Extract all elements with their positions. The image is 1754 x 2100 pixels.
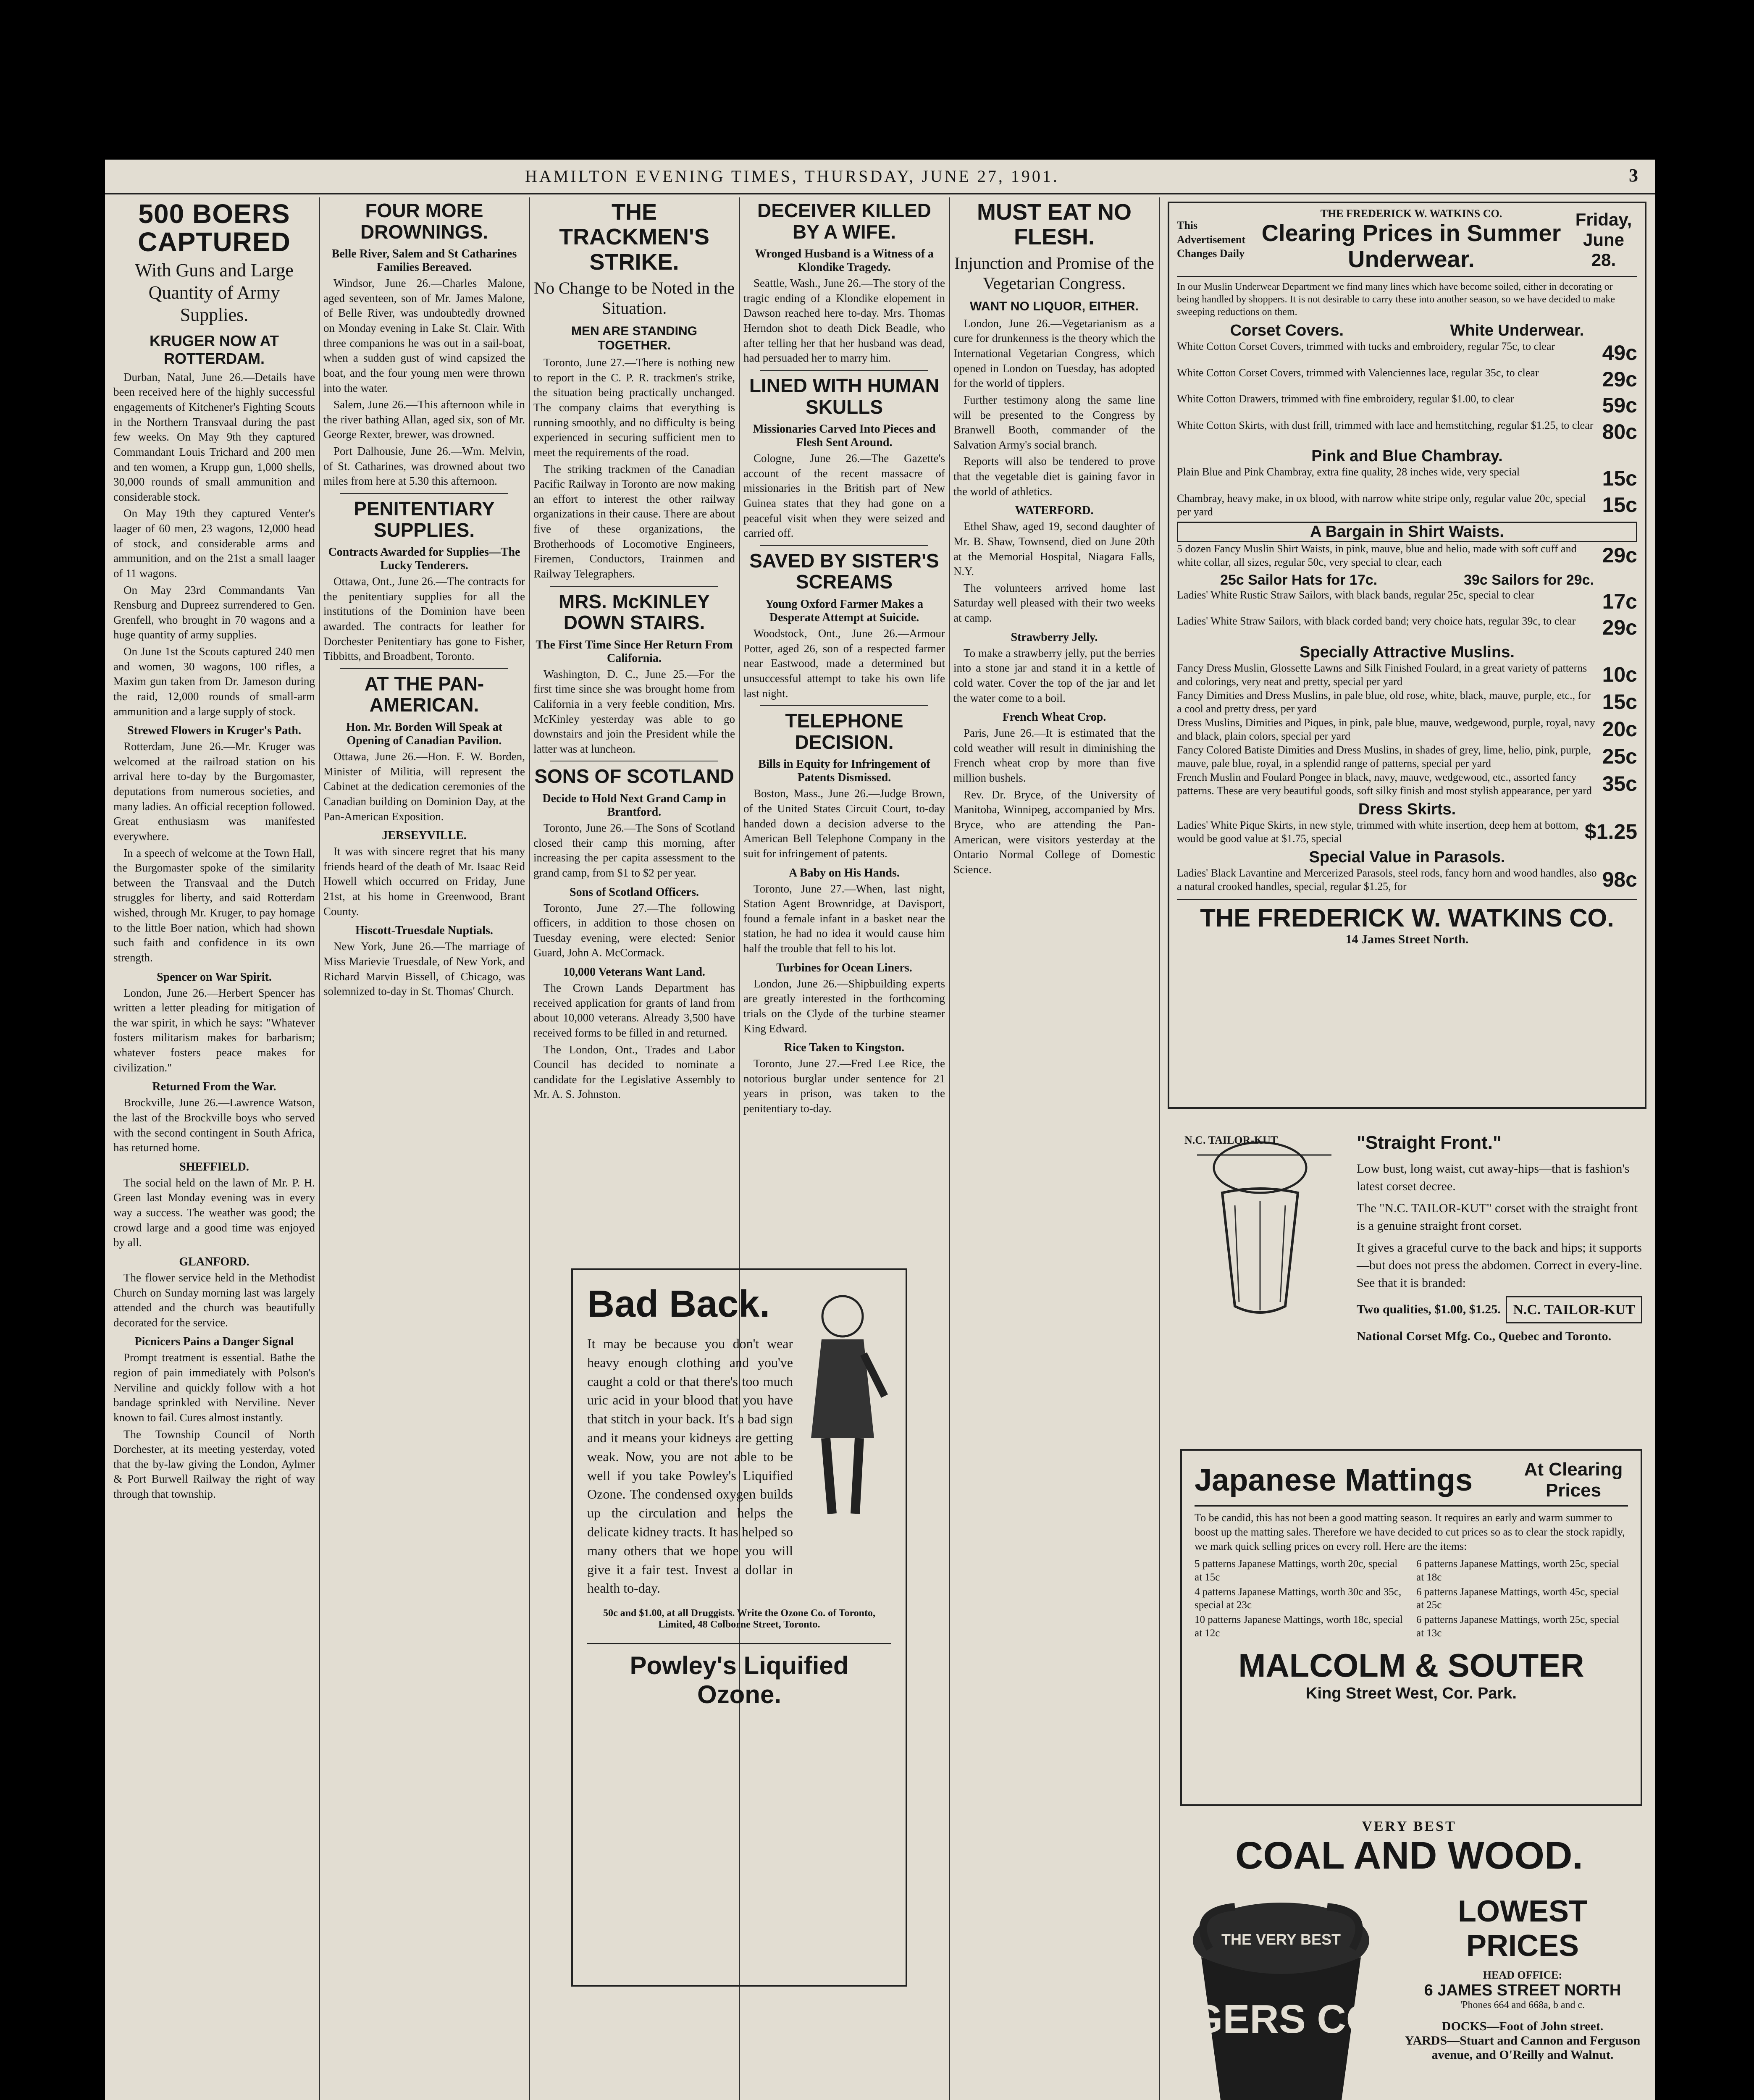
article-paragraph: Ethel Shaw, aged 19, second daughter of Mr. B. Shaw, Townsend, died on June 20th at the Memorial Hospital, Niagara Falls, N.Y. [953, 520, 1155, 578]
item-list [1177, 465, 1637, 519]
section-title: Specially Attractive Muslins. [1300, 643, 1515, 661]
subhead: SHEFFIELD. [179, 1160, 249, 1173]
item-price: $1.25 [1584, 819, 1637, 843]
column-1 [113, 197, 315, 2100]
corset-prices: Two qualities, $1.00, $1.25. [1357, 1302, 1501, 1317]
section-title: Corset Covers. [1230, 322, 1344, 340]
coal-head-office-label: HEAD OFFICE: [1483, 1969, 1562, 1981]
article-paragraph: Toronto, June 27.—There is nothing new to report in the C. P. R. trackmen's strike, the situation being practically unchanged. The company claims that everything is running smoothly, and no difficulty is being experienced in securing sufficient men to meet the requirements of the road. [533, 356, 735, 459]
section-title: Special Value in Parasols. [1309, 848, 1505, 866]
item-description: Ladies' Black Lavantine and Mercerized Parasols, steel rods, fancy horn and wood handles, also a natural crooked handles, special, regular $1.25, for [1177, 866, 1597, 893]
item-description: Chambray, heavy make, in ox blood, with narrow white stripe only, regular value 20c, special per yard [1177, 492, 1586, 518]
item-description: French Muslin and Foulard Pongee in black, navy, mauve, wedgewood, etc., assorted fancy patterns. These are very beautiful goods, soft silky finish and most stylish appearance, per yard [1177, 771, 1592, 797]
article-paragraph: Toronto, June 27.—The following officers, in addition to those chosen on Tuesday evening, were elected: Senior Guard, John A. McCormack. [533, 901, 735, 959]
column-rule [319, 197, 320, 2100]
headline: AT THE PAN-AMERICAN. [364, 672, 484, 716]
corset-body: It gives a graceful curve to the back and hips; it supports—but does not press the abdomen. Correct in every-line. See that it is branded: [1357, 1240, 1642, 1290]
deck: Hon. Mr. Borden Will Speak at Opening of Canadian Pavilion. [346, 721, 503, 748]
article-paragraph: Boston, Mass., June 26.—Judge Brown, of the United States Circuit Court, to-day handed down a decision adverse to the American Bell Telephone Company in the suit for infringement of patents. [743, 787, 945, 860]
coal-phones: 'Phones 664 and 668a, b and c. [1460, 2000, 1585, 2011]
corset-ad [1168, 1121, 1646, 1441]
ad-firm: THE FREDERICK W. WATKINS CO. [1177, 899, 1637, 932]
article-paragraph: Seattle, Wash., June 26.—The story of the tragic ending of a Klondike elopement in Dawson reached here to-day. Mrs. Thomas Herndon shot to death Dick Beadle, who after telling her that her husband was dead, had persuaded her to marry him. [743, 277, 945, 365]
mattings-ad [1180, 1449, 1642, 1806]
deck: Bills in Equity for Infringement of Patents Dismissed. [758, 758, 930, 785]
item-price: 17c [1602, 589, 1637, 613]
coal-head-office: 6 JAMES STREET NORTH [1424, 1982, 1621, 1999]
price-row [1177, 588, 1637, 615]
article-paragraph: Further testimony along the same line will be presented to the Congress by Branwell Booth, commander of the Salvation Army's social branch. [953, 393, 1155, 451]
item-list [1177, 588, 1637, 641]
deck: No Change to be Noted in the Situation. [534, 278, 735, 318]
item-list [1177, 662, 1637, 798]
item-price: 29c [1602, 367, 1637, 391]
price-row [1177, 866, 1637, 894]
ad-brand: Powley's Liquified Ozone. [587, 1643, 891, 1709]
page-number: 3 [1629, 165, 1638, 186]
subhead: Hiscott-Truesdale Nuptials. [355, 924, 493, 937]
item-description: Dress Muslins, Dimities and Piques, in pink, pale blue, mauve, wedgewood, purple, royal, navy and black, plain colors, special per yard [1177, 716, 1595, 743]
mattings-badge: At Clearing Prices [1524, 1459, 1623, 1501]
item-price: 80c [1602, 420, 1637, 444]
article-paragraph: Toronto, June 26.—The Sons of Scotland closed their camp this morning, after increasing the per capita assessment to the grand camp, from $1 to $2 per year. [533, 822, 735, 879]
price-row [1177, 419, 1637, 445]
article-paragraph: Prompt treatment is essential. Bathe the region of pain immediately with Polson's Nerviline and quickly follow with a hot bandage sprinkled with Nerviline. Never known to fail. Cures almost instantly. [113, 1351, 315, 1424]
headline: MUST EAT NO FLESH. [977, 200, 1132, 250]
article-paragraph: In a speech of welcome at the Town Hall, the Burgomaster spoke of the similarity between the Transvaal and the Dutch struggles for liberty, and said Rotterdam wished, through Mr. Kruger, to pay homage to the little Boer nation, which had shown such faith and confidence in its own strength. [113, 846, 315, 964]
ad-title: Bad Back. [587, 1283, 770, 1325]
article-paragraph: Ottawa, Ont., June 26.—The contracts for the penitentiary supplies for all the institutions of the Dominion have been awarded. The contracts for leather for Dorchester Penitentiary has gone to Fisher, Tibbitts, and Broadbent, Toronto. [323, 575, 525, 663]
section-title: 25c Sailor Hats for 17c. [1220, 572, 1378, 588]
subhead: Strewed Flowers in Kruger's Path. [127, 724, 301, 738]
article-paragraph: To make a strawberry jelly, put the berries into a stone jar and stand it in a kettle of cold water. Cover the top of the jar and let the water come to a boil. [953, 646, 1155, 704]
item-description: Fancy Dress Muslin, Glossette Lawns and Silk Finished Foulard, in a great variety of patterns and colorings, very neat and pretty, special per yard [1177, 662, 1587, 688]
item-list [1177, 542, 1637, 570]
subhead: MEN ARE STANDING TOGETHER. [571, 324, 697, 353]
masthead [105, 160, 1655, 194]
coal-docks: DOCKS—Foot of John street. [1442, 2019, 1604, 2033]
headline: DECEIVER KILLED BY A WIFE. [757, 200, 932, 243]
subhead: 10,000 Veterans Want Land. [563, 966, 705, 979]
article-paragraph: London, June 26.—Herbert Spencer has written a letter pleading for mitigation of the war spirit, in which he says: "Whatever fosters militarism makes for barbarism; whatever fosters peace makes for civilization." [113, 986, 315, 1074]
item-description: Ladies' White Rustic Straw Sailors, with black bands, regular 25c, special to clear [1177, 588, 1535, 601]
coal-sub1: LOWEST [1458, 1895, 1587, 1928]
deck: Decide to Hold Next Grand Camp in Brantford. [542, 792, 726, 819]
article-paragraph: London, June 26.—Vegetarianism as a cure for drunkenness is the theory which the International Vegetarian Congress, which opened in London on Tuesday, has adopted for the world of tipplers. [953, 317, 1155, 390]
item-description: White Cotton Drawers, trimmed with fine embroidery, regular $1.00, to clear [1177, 393, 1514, 405]
item-price: 15c [1602, 493, 1637, 517]
article-paragraph: On June 1st the Scouts captured 240 men and women, 30 wagons, 100 rifles, a Maxim gun taken from Dr. Jameson during the raid, 12,000 rounds of small-arm ammunition and a large supply of stock. [113, 645, 315, 718]
section-title: A Bargain in Shirt Waists. [1177, 522, 1637, 542]
divider [550, 586, 718, 587]
price-row [1177, 819, 1637, 846]
item-price: 59c [1602, 394, 1637, 417]
item-list [1177, 866, 1637, 894]
ad-address: 14 James Street North. [1345, 932, 1469, 946]
article-paragraph: The flower service held in the Methodist Church on Sunday morning last was largely attended and the church was beautifully decorated for the service. [113, 1271, 315, 1329]
divider [340, 668, 508, 669]
basket-brand: ROGERS COAL [1131, 1997, 1431, 2042]
subhead: Turbines for Ocean Liners. [776, 961, 912, 974]
subhead: Rice Taken to Kingston. [784, 1041, 905, 1055]
deck: The First Time Since Her Return From California. [536, 638, 733, 665]
article-paragraph: The Township Council of North Dorchester, at its meeting yesterday, voted that the by-law giving the London, Aylmer & Port Burwell Railway the right of way through that township. [113, 1428, 315, 1501]
price-row [1177, 689, 1637, 716]
mattings-firm: MALCOLM & SOUTER [1238, 1646, 1584, 1684]
subhead: Picnicers Pains a Danger Signal [134, 1335, 294, 1349]
deck: Belle River, Salem and St Catharines Families Bereaved. [331, 247, 517, 274]
ad-firm-top: THE FREDERICK W. WATKINS CO. [1320, 207, 1502, 220]
deck: Contracts Awarded for Supplies—The Lucky Tenderers. [328, 546, 520, 572]
headline: 500 BOERS CAPTURED [138, 199, 291, 257]
article-paragraph: The volunteers arrived home last Saturday well pleased with their two weeks at camp. [953, 581, 1155, 625]
coal-sub2: PRICES [1466, 1929, 1579, 1963]
headline: LINED WITH HUMAN SKULLS [749, 374, 940, 418]
price-row [1177, 542, 1637, 570]
price-row [1177, 716, 1637, 743]
headline: SONS OF SCOTLAND [534, 765, 734, 788]
article-paragraph: Durban, Natal, June 26.—Details have been received here of the highly successful engagements of Kitchener's Fighting Scouts in the Northern Transvaal during the past few weeks. On May 9th they captured Commandant Louis Trichard and 200 men and ten women, a Krupp gun, 1,000 shells, 30,000 rounds of small ammunition and considerable stock. [113, 370, 315, 503]
divider [760, 545, 928, 546]
matting-item: 4 patterns Japanese Mattings, worth 30c and 35c, special at 23c [1195, 1586, 1402, 1611]
basket-label: THE VERY BEST [1221, 1931, 1341, 1948]
article-paragraph: Toronto, June 27.—When, last night, Station Agent Brownridge, at Davisport, found a female infant in a basket near the station, he had no idea it would cause him half the trouble that fell to his lot. [743, 882, 945, 955]
subhead: Returned From the War. [152, 1080, 276, 1094]
ad-body: It may be because you don't wear heavy enough clothing and you've caught a cold or that there's too much uric acid in your blood that you have that stitch in your back. It's a bad sign and it means your kidneys are getting weak. Now, you are not able to be well if you take Powley's Liquified Ozone. The condensed oxygen builds up the circulation and helps the delicate kidney tracts. It has helped so many others that we hope you will give it a fair test. Invest a dollar in health to-day. [587, 1336, 793, 1596]
subhead: Sons of Scotland Officers. [570, 885, 699, 899]
article-paragraph: The London, Ont., Trades and Labor Council has decided to nominate a candidate for the Legislative Assembly to Mr. A. S. Johnston. [533, 1043, 735, 1101]
matting-item: 6 patterns Japanese Mattings, worth 25c, special at 13c [1416, 1614, 1620, 1639]
price-row [1177, 340, 1637, 366]
item-description: 5 dozen Fancy Muslin Shirt Waists, in pink, mauve, blue and helio, made with soft cuff and white collar, all sizes, regular 50c, very special to clear, each [1177, 542, 1577, 569]
subhead: A Baby on His Hands. [789, 866, 900, 879]
matting-item: 10 patterns Japanese Mattings, worth 18c, special at 12c [1195, 1614, 1403, 1639]
item-description: White Cotton Skirts, with dust frill, trimmed with lace and hemstitching, regular $1.25, to clear [1177, 419, 1594, 431]
subhead: KRUGER NOW AT ROTTERDAM. [150, 332, 279, 367]
coal-top: VERY BEST [1362, 1819, 1457, 1834]
watkins-ad [1168, 202, 1646, 1109]
coal-headline: COAL AND WOOD. [1235, 1834, 1583, 1877]
corset-stamp: N.C. TAILOR-KUT [1506, 1296, 1642, 1324]
subhead: Strawberry Jelly. [1011, 630, 1098, 644]
price-row [1177, 492, 1637, 519]
item-description: Ladies' White Straw Sailors, with black corded band; very choice hats, regular 39c, to clear [1177, 615, 1576, 627]
column-rule [1159, 197, 1160, 2100]
ad-headline: Clearing Prices in Summer Underwear. [1261, 220, 1561, 272]
headline: SAVED BY SISTER'S SCREAMS [749, 549, 939, 593]
divider [760, 370, 928, 371]
subhead: GLANFORD. [179, 1255, 249, 1268]
article-paragraph: Rotterdam, June 26.—Mr. Kruger was welcomed at the railroad station on his arrival here to-day by the Burgomaster, deputations from numerous societies, and many ladies. An official reception followed. Great enthusiasm was manifested everywhere. [113, 740, 315, 843]
item-price: 20c [1602, 717, 1637, 741]
article-paragraph: On May 23rd Commandants Van Rensburg and Dupreez surrendered to Gen. Grenfell, who brought in 70 wagons and a huge quantity of army supplies. [113, 583, 315, 641]
item-price: 29c [1602, 543, 1637, 567]
corset-body: Low bust, long waist, cut away-hips—that is fashion's latest corset decree. [1357, 1161, 1630, 1193]
section-title: Pink and Blue Chambray. [1311, 447, 1503, 465]
item-price: 98c [1602, 867, 1637, 891]
article-paragraph: The social held on the lawn of Mr. P. H. Green last Monday evening was in every way a success. The weather was good; the crowd large and a good time was enjoyed by all. [113, 1176, 315, 1249]
deck: Injunction and Promise of the Vegetarian Congress. [954, 253, 1154, 293]
section-title: White Underwear. [1450, 322, 1584, 340]
item-price: 15c [1602, 467, 1637, 491]
headline: FOUR MORE DROWNINGS. [360, 200, 488, 243]
subhead: JERSEYVILLE. [382, 829, 467, 843]
article-paragraph: Rev. Dr. Bryce, of the University of Manitoba, Winnipeg, accompanied by Mrs. Bryce, who are attending the Pan-American, were visitors yesterday at the Ontario Normal College of Domestic Science. [953, 788, 1155, 876]
section-title: Dress Skirts. [1358, 800, 1456, 818]
column-rule [529, 197, 530, 2100]
item-description: Fancy Colored Batiste Dimities and Dress Muslins, in shades of grey, lime, helio, pink, purple, mauve, pale blue, royal, in a splendid range of patterns, special per yard [1177, 743, 1591, 770]
deck: With Guns and Large Quantity of Army Supplies. [135, 260, 294, 325]
subhead: WANT NO LIQUOR, EITHER. [970, 299, 1139, 313]
article-paragraph: Washington, D. C., June 25.—For the first time since she was brought home from California in a very feeble condition, Mrs. McKinley yesterday was able to go downstairs and join the President while the latter was at luncheon. [533, 667, 735, 755]
divider [340, 493, 508, 494]
item-list [1177, 819, 1637, 846]
article-paragraph: Brockville, June 26.—Lawrence Watson, the last of the Brockville boys who served with the second contingent in South Africa, has returned home. [113, 1096, 315, 1154]
article-paragraph: New York, June 26.—The marriage of Miss Marievie Truesdale, of New York, and Richard Marvin Bissell, of Chicago, was solemnized to-day in St. Thomas' Church. [323, 940, 525, 998]
article-paragraph: The Crown Lands Department has received application for grants of land from about 10,000 veterans. Already 3,500 have received forms to be filled in and returned. [533, 982, 735, 1039]
item-price: 49c [1602, 341, 1637, 365]
ad-date: Friday, June 28. [1575, 209, 1632, 270]
item-price: 15c [1602, 690, 1637, 714]
item-description: White Cotton Corset Covers, trimmed with tucks and embroidery, regular 75c, to clear [1177, 340, 1555, 353]
article-paragraph: Port Dalhousie, June 26.—Wm. Melvin, of St. Catharines, was drowned about two miles from here at 5.30 this afternoon. [323, 445, 525, 488]
item-price: 35c [1602, 772, 1637, 795]
article-paragraph: Ottawa, June 26.—Hon. F. W. Borden, Minister of Militia, will represent the Cabinet at the dedication ceremonies of the Canadian building on Dominion Day, at the Pan-American Exposition. [323, 750, 525, 823]
masthead-title: HAMILTON EVENING TIMES, THURSDAY, JUNE 27, 1901. [525, 167, 1059, 186]
price-row [1177, 465, 1637, 492]
article-paragraph: It was with sincere regret that his many friends heard of the death of Mr. Isaac Reid Howell which occurred on Friday, June 21st, at his home in Greenwood, Brant County. [323, 845, 525, 918]
corset-maker: National Corset Mfg. Co., Quebec and Toronto. [1357, 1329, 1612, 1344]
coal-ad [1131, 1819, 1646, 2100]
ad-intro: In our Muslin Underwear Department we find many lines which have become soiled, either in decorating or being handled by shoppers. It is not desirable to carry these into another season, so we have decided to make sweeping reductions on them. [1177, 281, 1615, 318]
article-paragraph: Windsor, June 26.—Charles Malone, aged seventeen, son of Mr. James Malone, of Belle River, was undoubtedly drowned on Monday evening in Lake St. Clair. With three companions he was out in a sail-boat, when a sudden gust of wind capsized the boat, and the four young men were thrown into the water. [323, 277, 525, 394]
column-3 [533, 197, 735, 1260]
mattings-list [1195, 1557, 1628, 1640]
matting-item: 6 patterns Japanese Mattings, worth 45c, special at 25c [1416, 1586, 1620, 1611]
ad-notice: This Advertisement Changes Daily [1177, 219, 1246, 260]
deck: Missionaries Carved Into Pieces and Flesh Sent Around. [753, 423, 936, 449]
subhead: WATERFORD. [1015, 504, 1094, 517]
price-row [1177, 662, 1637, 689]
corset-body: The "N.C. TAILOR-KUT" corset with the straight front is a genuine straight front corset. [1357, 1201, 1638, 1233]
article-paragraph: Reports will also be tendered to prove that the vegetable diet is gaining favor in the world of athletics. [953, 455, 1155, 498]
headline: THE TRACKMEN'S STRIKE. [559, 200, 709, 275]
matting-item: 5 patterns Japanese Mattings, worth 20c, special at 15c [1195, 1558, 1398, 1583]
price-row [1177, 614, 1637, 641]
subhead: French Wheat Crop. [1002, 711, 1106, 724]
mattings-title: Japanese Mattings [1195, 1462, 1473, 1498]
item-list [1177, 340, 1637, 445]
article-paragraph: London, June 26.—Shipbuilding experts are greatly interested in the forthcoming trials on the Clyde of the turbine steamer King Edward. [743, 977, 945, 1035]
coal-yards: YARDS—Stuart and Cannon and Ferguson avenue, and O'Reilly and Walnut. [1405, 2034, 1641, 2062]
price-row [1177, 392, 1637, 419]
mattings-intro: To be candid, this has not been a good matting season. It requires an early and warm summer to boost up the matting sales. Therefore we have decided to cut prices so as to clear the stock rapidly, we mark quick selling prices on every roll. Here are the items: [1195, 1512, 1625, 1552]
headline: PENITENTIARY SUPPLIES. [354, 497, 495, 541]
column-2 [323, 197, 525, 2100]
article-paragraph: Woodstock, Ont., June 26.—Armour Potter, aged 26, son of a respected farmer near Eastwood, made a determined but unsuccessful attempt to take his own life last night. [743, 627, 945, 700]
price-row [1177, 366, 1637, 393]
item-price: 25c [1602, 744, 1637, 768]
mattings-address: King Street West, Cor. Park. [1306, 1684, 1517, 1702]
corset-illustration-icon [1172, 1130, 1348, 1399]
column-4 [743, 197, 945, 1260]
coal-basket-icon [1131, 1894, 1431, 2100]
headline: MRS. McKINLEY DOWN STAIRS. [558, 590, 710, 634]
deck: Wronged Husband is a Witness of a Klondike Tragedy. [755, 247, 934, 274]
price-row [1177, 771, 1637, 798]
article-paragraph: The striking trackmen of the Canadian Pacific Railway in Toronto are now making an effort to interest the other railway organizations in their cause. There are about five of these organizations, the Brotherhoods of Locomotive Engineers, Firemen, Conductors, Trainmen and Railway Telegraphers. [533, 462, 735, 580]
newspaper-page [105, 160, 1655, 2100]
article-paragraph: On May 19th they captured Venter's laager of 60 men, 23 wagons, 12,000 head of stock, and considerable arms and ammunition, and on the 21st a small laager of 11 wagons. [113, 507, 315, 580]
article-paragraph: Paris, June 26.—It is estimated that the cold weather will result in diminishing the French wheat crop by more than five million bushels. [953, 727, 1155, 785]
divider [760, 705, 928, 706]
column-rule [949, 197, 950, 2100]
subhead: Spencer on War Spirit. [157, 970, 272, 984]
item-price: 10c [1602, 662, 1637, 686]
article-paragraph: Toronto, June 27.—Fred Lee Rice, the notorious burglar under sentence for 21 years in prison, was taken to the penitentiary to-day. [743, 1057, 945, 1115]
item-description: Fancy Dimities and Dress Muslins, in pale blue, old rose, white, black, mauve, purple, etc., for a cool and pretty dress, per yard [1177, 689, 1591, 715]
headline: TELEPHONE DECISION. [785, 710, 903, 753]
article-paragraph: Salem, June 26.—This afternoon while in the river bathing Allan, aged six, son of Mr. George Rexter, brewer, was drowned. [323, 398, 525, 441]
column-5 [953, 197, 1155, 2100]
man-illustration-icon [792, 1287, 893, 1522]
section-title: 39c Sailors for 29c. [1464, 572, 1594, 588]
item-description: White Cotton Corset Covers, trimmed with Valenciennes lace, regular 35c, to clear [1177, 366, 1539, 379]
item-price: 29c [1602, 616, 1637, 640]
ad-price: 50c and $1.00, at all Druggists. Write the Ozone Co. of Toronto, Limited, 48 Colborne Street, Toronto. [603, 1608, 875, 1630]
price-row [1177, 743, 1637, 771]
deck: Young Oxford Farmer Makes a Desperate Attempt at Suicide. [765, 598, 923, 625]
article-paragraph: Cologne, June 26.—The Gazette's account of the recent massacre of missionaries in the British part of New Guinea states that they had gone on a peaceful visit when they were seized and carried off. [743, 452, 945, 540]
matting-item: 6 patterns Japanese Mattings, worth 25c, special at 18c [1416, 1558, 1620, 1583]
corset-brand: N.C. TAILOR-KUT [1184, 1134, 1278, 1146]
item-description: Plain Blue and Pink Chambray, extra fine quality, 28 inches wide, very special [1177, 466, 1520, 478]
item-description: Ladies' White Pique Skirts, in new style, trimmed with white insertion, deep hem at bottom, would be good value at $1.75, special [1177, 819, 1578, 845]
bad-back-ad [571, 1268, 907, 1987]
corset-headline: "Straight Front." [1357, 1132, 1502, 1153]
